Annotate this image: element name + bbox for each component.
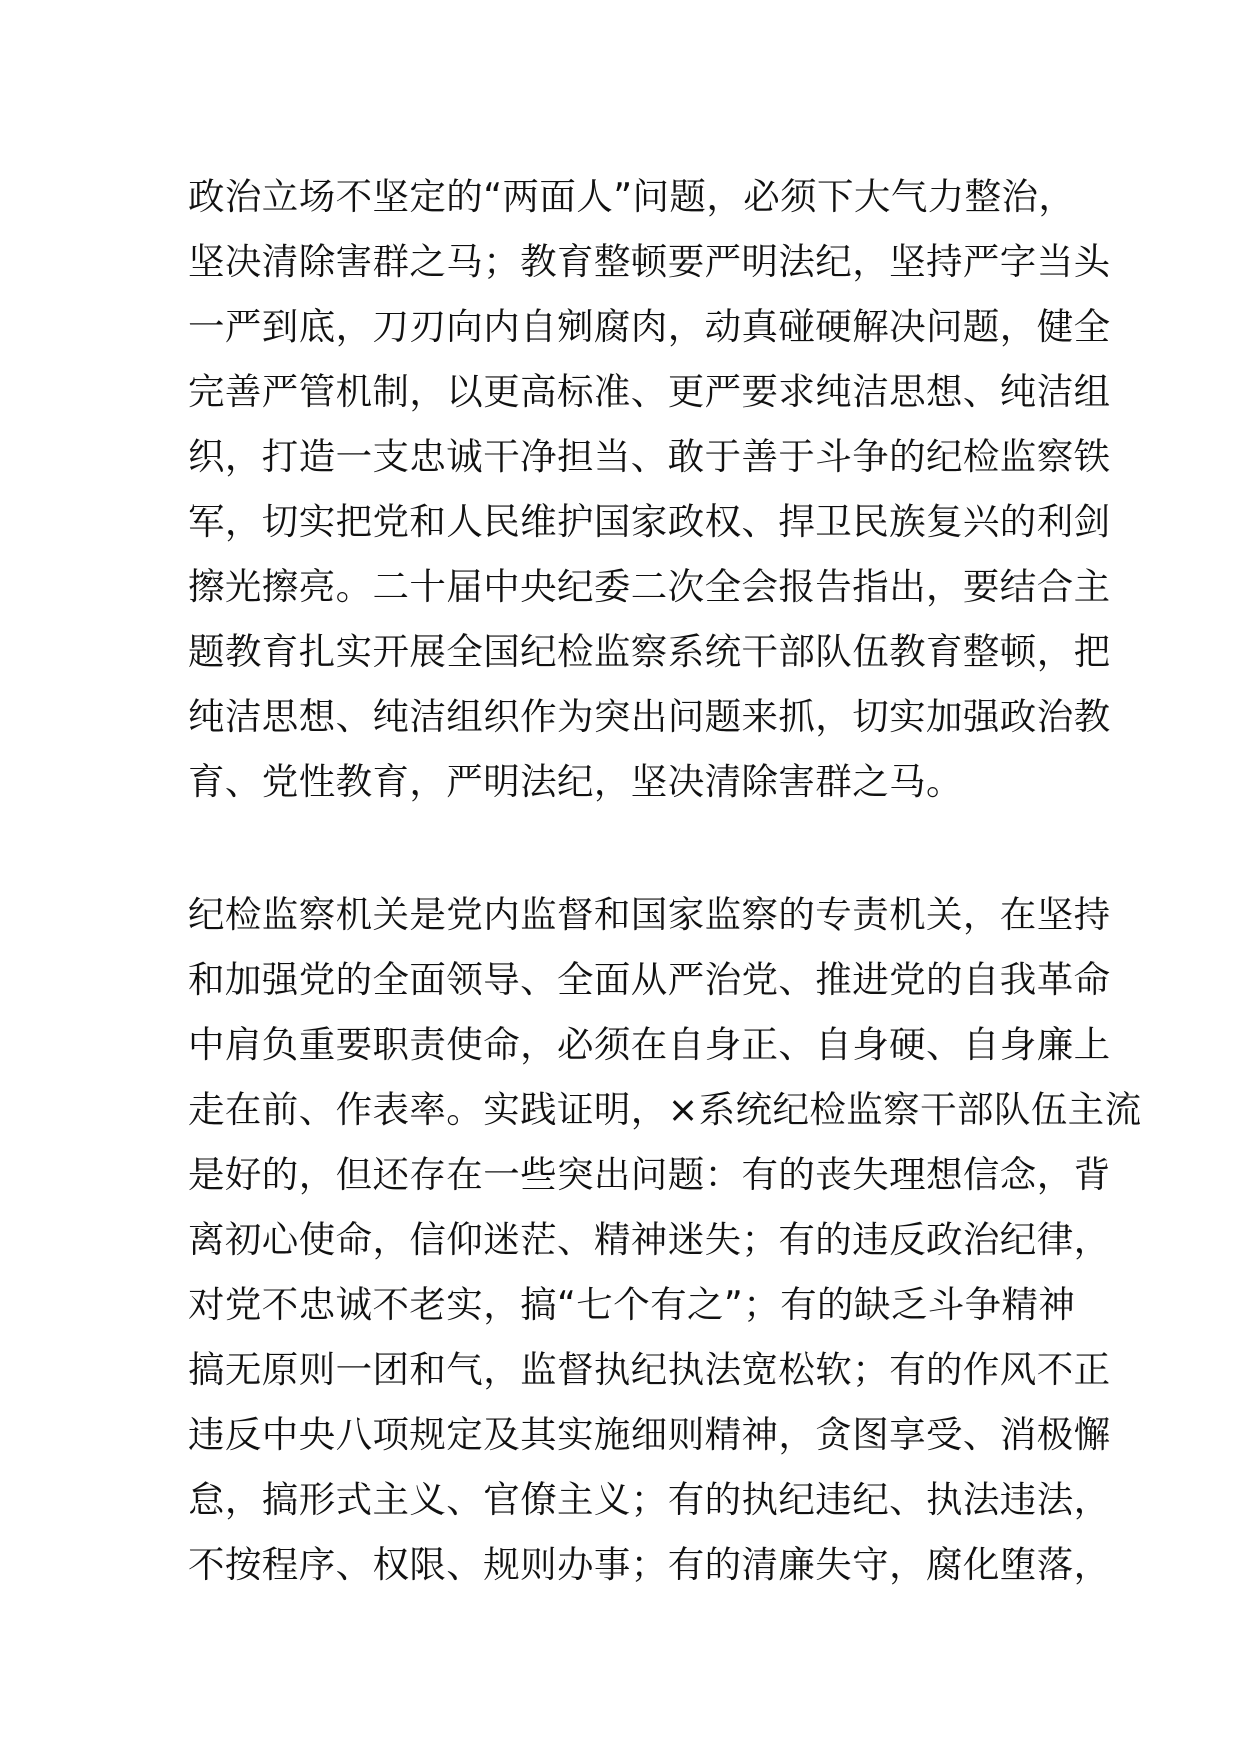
paragraph-line: 不按程序、权限、规则办事；有的清廉失守，腐化堕落， — [188, 1543, 1111, 1586]
paragraph-line: 政治立场不坚定的“两面人”问题，必须下大气力整治， — [188, 175, 1076, 218]
paragraph-line: 走在前、作表率。实践证明，×系统纪检监察干部队伍主流 — [188, 1088, 1142, 1131]
paragraph-1 — [188, 164, 1111, 814]
paragraph-line: 离初心使命，信仰迷茫、精神迷失；有的违反政治纪律， — [188, 1218, 1111, 1261]
paragraph-line: 中肩负重要职责使命，必须在自身正、自身硬、自身廉上 — [188, 1023, 1111, 1066]
paragraph-line: 育、党性教育，严明法纪，坚决清除害群之马。 — [188, 760, 963, 803]
paragraph-line: 违反中央八项规定及其实施细则精神，贪图享受、消极懈 — [188, 1413, 1111, 1456]
paragraph-2 — [188, 882, 1142, 1597]
paragraph-line: 一严到底，刀刃向内自剜腐肉，动真碰硬解决问题，健全 — [188, 305, 1111, 348]
paragraph-line: 对党不忠诚不老实，搞“七个有之”；有的缺乏斗争精神 — [188, 1283, 1076, 1326]
paragraph-line: 纪检监察机关是党内监督和国家监察的专责机关，在坚持 — [188, 893, 1111, 936]
paragraph-line: 怠，搞形式主义、官僚主义；有的执纪违纪、执法违法， — [188, 1478, 1111, 1521]
paragraph-line: 和加强党的全面领导、全面从严治党、推进党的自我革命 — [188, 958, 1111, 1001]
paragraph-line: 纯洁思想、纯洁组织作为突出问题来抓，切实加强政治教 — [188, 695, 1111, 738]
paragraph-line: 是好的，但还存在一些突出问题：有的丧失理想信念，背 — [188, 1153, 1111, 1196]
paragraph-line: 搞无原则一团和气，监督执纪执法宽松软；有的作风不正 — [188, 1348, 1111, 1391]
paragraph-line: 军，切实把党和人民维护国家政权、捍卫民族复兴的利剑 — [188, 500, 1111, 543]
paragraph-line: 坚决清除害群之马；教育整顿要严明法纪，坚持严字当头 — [188, 240, 1111, 283]
paragraph-line: 题教育扎实开展全国纪检监察系统干部队伍教育整顿，把 — [188, 630, 1111, 673]
paragraph-line: 擦光擦亮。二十届中央纪委二次全会报告指出，要结合主 — [188, 565, 1111, 608]
paragraph-line: 完善严管机制，以更高标准、更严要求纯洁思想、纯洁组 — [188, 370, 1111, 413]
paragraph-line: 织，打造一支忠诚干净担当、敢于善于斗争的纪检监察铁 — [188, 435, 1111, 478]
